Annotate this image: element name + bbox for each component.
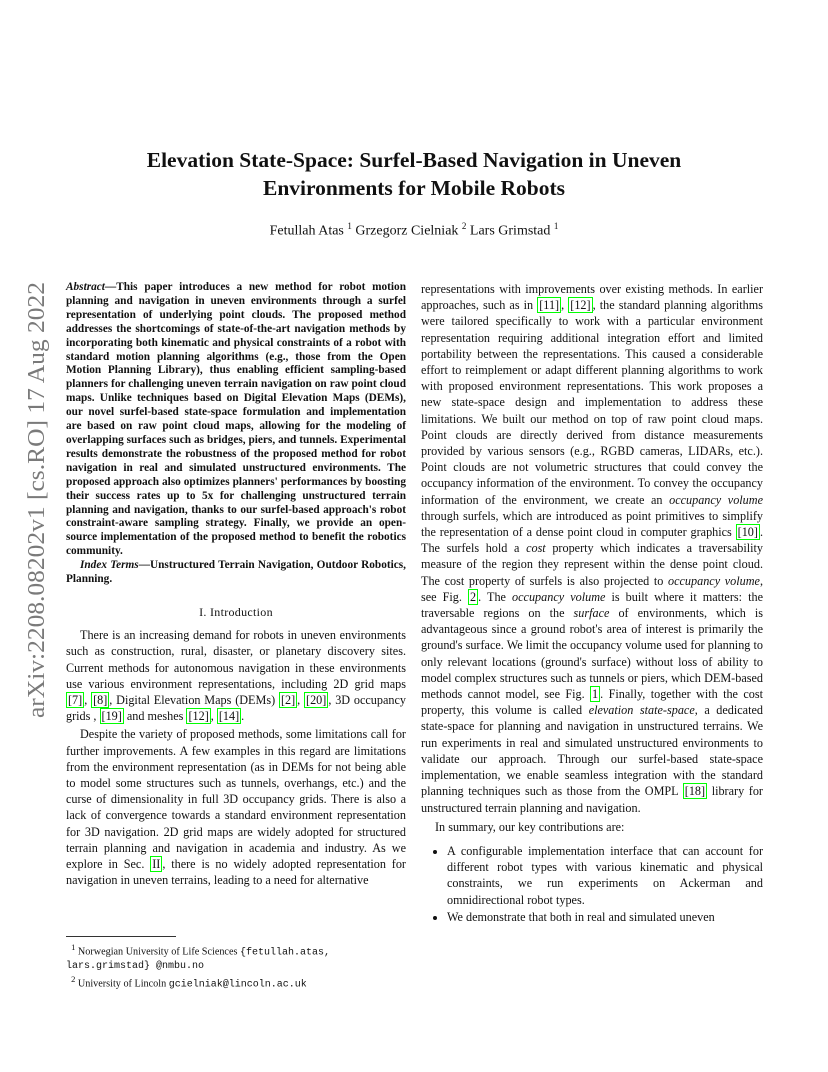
text-span: Despite the variety of proposed methods, some limitations call for further improvements. A few examples in this regard are limitations from the environment representation (as in DEMs for not being able to model some structures such as tunnels, overhangs, etc.) and the curse of dimensionality in full 3D occupancy grids. There is also a lack of convergence towards a standard environment representation for 3D navigation. 2D grid maps are widely adopted for structured terrain planning and navigation in academia and industry. As we explore in Sec. <box>66 727 406 871</box>
text-span: , <box>210 709 217 724</box>
citation-18[interactable]: [18] <box>684 784 706 799</box>
footnote-2-email[interactable]: gcielniak@lincoln.ac.uk <box>168 979 307 991</box>
citation-11[interactable]: [11] <box>539 298 560 313</box>
footnote-1-mark: 1 <box>71 942 76 952</box>
arxiv-stamp-svg <box>22 278 52 718</box>
text-span: , Digital Elevation Maps (DEMs) <box>109 692 279 707</box>
section-heading-introduction: I. Introduction <box>199 604 273 619</box>
term-elevation-state-space: elevation state-space <box>588 703 695 718</box>
arxiv-stamp-text: arXiv:2208.08202v1 [cs.RO] 17 Aug 2022 <box>23 298 50 718</box>
text-span: , see Fig. <box>421 573 764 604</box>
term-occupancy-volume: occupancy volume <box>669 492 763 507</box>
text-span: . The surfels hold a <box>421 525 763 556</box>
text-span: , the standard planning algorithms were tailored specifically to work with a particular environment representation requiring additional integration effort and limited portability between the representations. This caused a considerable effort to reimplement or adapt different planning algorithms to work with proposed environment representations. This work proposes a new state-space design and implementation to address these limitations. We built our method on top of raw point cloud maps. Point clouds are directly derived from distance measurements provided by various sensors (e.g., RGBD cameras, LIDARs, etc.). Point clouds are not volumetric structures that could convey the occupancy information of the environment. To convey the occupancy information of the environment, we create an <box>421 298 763 507</box>
right-paragraph-2: In summary, our key contributions are: <box>435 819 625 834</box>
contribution-item: • A configurable implementation interface that can account for different robot types with various kinematic and physical constraints, we run experiments on Ackerman and omnidirectional robot types. <box>447 843 763 908</box>
text-span: property which indicates a traversability measure of the region they represent within the dense point cloud. The cost property of surfels is also projected to <box>421 541 763 588</box>
citation-12[interactable]: [12] <box>570 298 591 313</box>
text-span: , <box>561 298 569 313</box>
text-span: There is an increasing demand for robots in uneven environments such as construction, rural, disaster, or planetary discovery sites. Current methods for autonomous navigation in these environments use various environment representations, including 2D grid maps <box>66 628 406 691</box>
footnotes <box>66 936 406 992</box>
footnote-1 <box>66 941 406 973</box>
figure-link-1[interactable]: 1 <box>592 687 599 702</box>
text-span: through surfels, which are introduced as point primitives to simplify the representation of a dense point cloud in computer graphics <box>421 508 763 540</box>
text-span: , a dedicated state-space for planning and navigation in unstructured terrains. We run experiments in real and simulated unstructured environments to validate our approach. Through our surfel-based state-space implementation, we enable seamless integration with the standard planning techniques such as those from the OMPL <box>421 703 763 799</box>
abstract-label: Abstract <box>66 281 105 293</box>
citation-12[interactable]: [12] <box>188 709 209 724</box>
footnote-1-email[interactable]: {fetullah.atas, lars.grimstad} @nmbu.no <box>66 947 331 972</box>
right-column <box>421 281 763 926</box>
index-terms-text: —Unstructured Terrain Navigation, Outdoor Robotics, Planning. <box>66 559 407 586</box>
text-span: . The <box>478 589 513 604</box>
section-link-II[interactable]: II <box>152 856 161 871</box>
text-span: and meshes <box>123 709 187 724</box>
text-span: library for unstructured terrain planning and navigation. <box>421 784 763 815</box>
footnote-rule <box>66 936 176 937</box>
index-terms-label: Index Terms <box>80 559 139 572</box>
figure-link-2[interactable]: 2 <box>470 589 477 604</box>
footnote-1-text: Norwegian University of Life Sciences <box>75 946 240 958</box>
author-3: Lars Grimstad <box>469 223 551 239</box>
author-1: Fetullah Atas <box>269 223 344 239</box>
footnote-2-mark: 2 <box>71 974 76 985</box>
term-surface: surface <box>573 606 610 621</box>
author-list <box>0 221 828 240</box>
term-cost: cost <box>526 541 546 556</box>
text-span: , there is no widely adopted representation for navigation in uneven terrains, leading to a need for alternative <box>66 856 406 888</box>
footnote-2-text: University of Lincoln <box>75 978 169 990</box>
paper-title <box>0 146 828 202</box>
intro-paragraph-1 <box>66 627 406 724</box>
abstract-text: —This paper introduces a new method for robot motion planning and navigation in uneven environments through a surfel representation of underlying point clouds. The proposed method addresses the shortcomings of state-of-the-art navigation methods by incorporating both kinematic and physical constraints of a robot with standard motion planning algorithms (e.g., those from the Open Motion Planning Library), thus enabling efficient sampling-based planners for challenging uneven terrain navigation on raw point cloud maps. Unlike techniques based on Digital Elevation Maps (DEMs), our novel surfel-based state-space formulation and implementation are based on raw point cloud maps, allowing for the modeling of overlapping surfaces such as bridges, piers, and tunnels. Experimental results demonstrate the robustness of the proposed method for robot navigation in real and simulated unstructured environments. The proposed approach also optimizes planners' performances by boosting their success rates up to 5x for challenging unstructured terrain planning and navigation, thanks to our surfel-based approach's robot constraint-aware sampling strategy. Finally, we provide an open-source implementation of the proposed method to benefit the robotics community. <box>66 281 406 558</box>
abstract <box>66 281 406 559</box>
intro-paragraph-2 <box>66 726 406 888</box>
citation-8[interactable]: [8] <box>93 692 108 707</box>
author-2-affil: 2 <box>461 221 467 231</box>
text-span: of environments, which is advantageous since a ground robot's area of interest is primarily the ground's surface. We limit the occupancy volume used for planning to only relevant locations (ground's surface) without loss of ability to model complex structures such as tunnels or piers, which DEM-based methods cannot model, see Fig. <box>421 606 763 702</box>
text-span: . Finally, together with the cost property, this volume is called <box>421 687 763 718</box>
title-line-1: Elevation State-Space: Surfel-Based Navigation in Uneven <box>146 148 682 172</box>
index-terms <box>66 559 406 587</box>
text-span: representations with improvements over existing methods. In earlier approaches, such as in <box>421 282 763 313</box>
author-2: Grzegorz Cielniak <box>355 223 459 239</box>
contributions-list <box>421 843 763 925</box>
arxiv-stamp <box>22 278 52 718</box>
author-1-affil: 1 <box>347 221 352 231</box>
right-paragraph-1 <box>421 281 763 816</box>
text-span: . <box>241 709 245 724</box>
citation-19[interactable]: [19] <box>101 709 122 724</box>
term-occupancy-volume: occupancy volume <box>512 589 606 604</box>
citation-20[interactable]: [20] <box>306 692 327 707</box>
text-span: is built where it matters: the traversable regions on the <box>421 589 763 621</box>
left-column <box>66 281 406 888</box>
citation-10[interactable]: [10] <box>737 525 758 540</box>
text-span: , <box>297 692 305 707</box>
footnote-2 <box>66 973 406 992</box>
term-occupancy-volume: occupancy volume <box>668 573 760 588</box>
contribution-item: • We demonstrate that both in real and simulated uneven <box>447 909 763 925</box>
text-span: , <box>84 692 92 707</box>
citation-2[interactable]: [2] <box>280 692 296 707</box>
text-span: , 3D occupancy grids , <box>66 692 407 724</box>
title-line-2: Environments for Mobile Robots <box>262 176 565 200</box>
citation-14[interactable]: [14] <box>218 709 240 724</box>
author-3-affil: 1 <box>553 221 559 231</box>
citation-7[interactable]: [7] <box>68 692 83 707</box>
